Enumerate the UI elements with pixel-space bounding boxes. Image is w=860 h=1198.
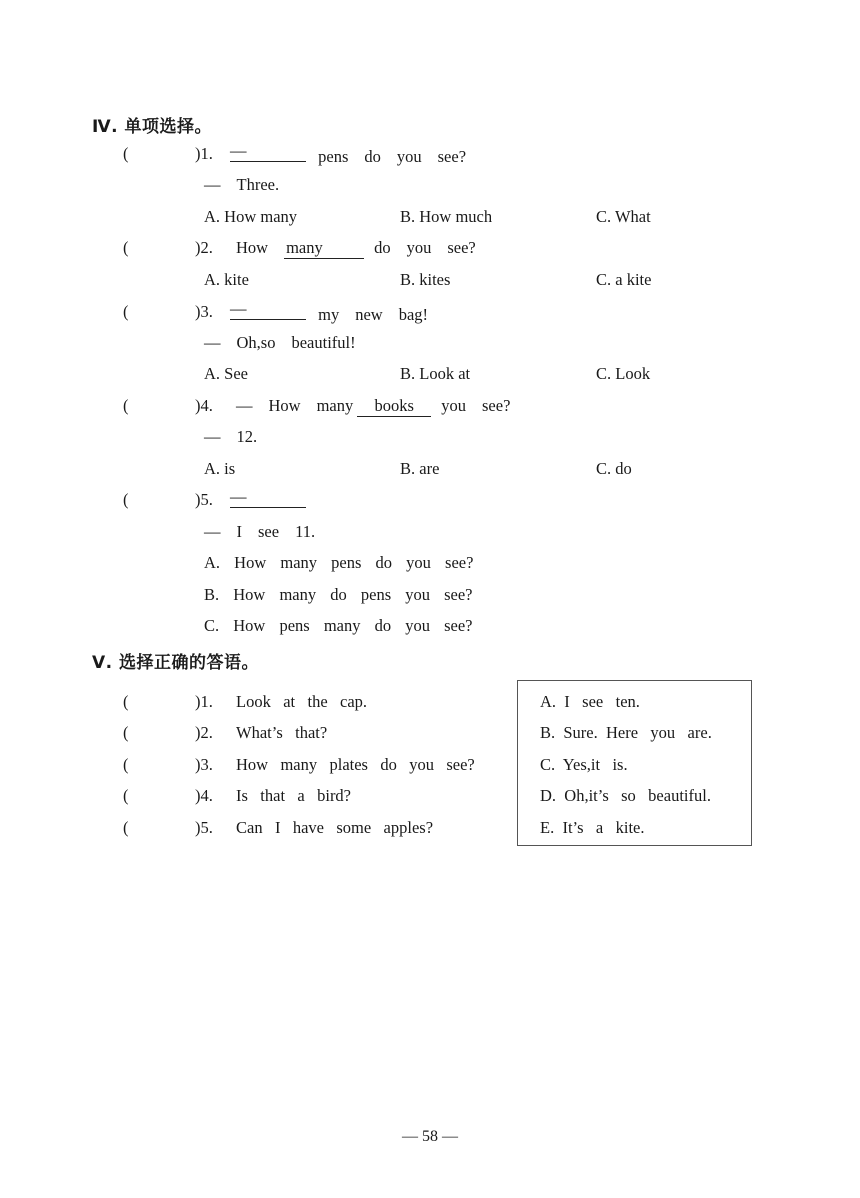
answer-paren[interactable]: (: [123, 302, 129, 321]
match-answer-e: E. It’s a kite.: [540, 818, 645, 837]
option-a: A. kite: [204, 270, 249, 289]
option-b: B. Look at: [400, 364, 471, 383]
option-c: C. Look: [596, 364, 651, 383]
match-answer-a: A. I see ten.: [540, 692, 640, 711]
answer-paren[interactable]: (: [123, 692, 129, 711]
match-answer-d: D. Oh,it’s so beautiful.: [540, 786, 711, 805]
match-answer-c: C. Yes,it is.: [540, 755, 628, 774]
answer-blank[interactable]: —: [230, 144, 306, 162]
answer-paren[interactable]: (: [123, 238, 129, 257]
option-a: A. is: [204, 459, 236, 478]
answer-paren[interactable]: (: [123, 723, 129, 742]
answer-paren[interactable]: (: [123, 786, 129, 805]
option-b: B. How much: [400, 207, 493, 226]
option-c: C. How pens many do you see?: [204, 616, 473, 635]
option-b: B. How many do pens you see?: [204, 585, 473, 604]
answer-paren[interactable]: (: [123, 396, 129, 415]
reply-4-3: — Oh,so beautiful!: [204, 333, 356, 352]
option-a: A. How many pens do you see?: [204, 553, 474, 572]
worksheet-page: Ⅳ. 单项选择。 ( )1. — pens do you see? — Three. A. How many B. How much C. What ( )2. How many do you see? A. kite B. kites C. a kite ( )3. — my new bag! — Oh,so beautiful! A. See B. Look at C. Look ( )4. — How many books you see? — 12. A. is B. are C. do ( )5. — — I see 11. A. How many pens do you see? B. How many do pens you see? C. How pens many do you see? Ⅴ. 选择正确的答语。 ( )1. Look at the cap. ( )2. What’s that? ( )3. How many plates do you see? ( )4. Is that a bird? ( )5. Can I have some apples? A. I see ten. B. Sure. Here you are. C. Yes,it is. D. Oh,it’s so beautiful. E. It’s a kite. — 58 —: [0, 0, 860, 1198]
option-c: C. What: [596, 207, 651, 226]
reply-4-1: — Three.: [204, 175, 280, 194]
option-a: A. How many: [204, 207, 298, 226]
option-c: C. do: [596, 459, 632, 478]
section-4-heading: Ⅳ. 单项选择。: [92, 117, 213, 137]
answer-paren[interactable]: (: [123, 755, 129, 774]
option-a: A. See: [204, 364, 248, 383]
section-5-heading: Ⅴ. 选择正确的答语。: [92, 653, 260, 673]
option-b: B. kites: [400, 270, 451, 289]
reply-4-4: — 12.: [204, 427, 258, 446]
answer-blank[interactable]: —: [230, 490, 306, 508]
reply-4-5: — I see 11.: [204, 522, 316, 541]
answer-blank[interactable]: —: [230, 302, 306, 320]
filled-blank: books: [357, 396, 431, 417]
match-answer-b: B. Sure. Here you are.: [540, 723, 712, 742]
answer-paren[interactable]: (: [123, 490, 129, 509]
option-b: B. are: [400, 459, 440, 478]
page-number: — 58 —: [402, 1128, 458, 1145]
filled-blank: many: [284, 238, 364, 259]
option-c: C. a kite: [596, 270, 652, 289]
answer-paren[interactable]: (: [123, 818, 129, 837]
answer-paren[interactable]: (: [123, 144, 129, 163]
